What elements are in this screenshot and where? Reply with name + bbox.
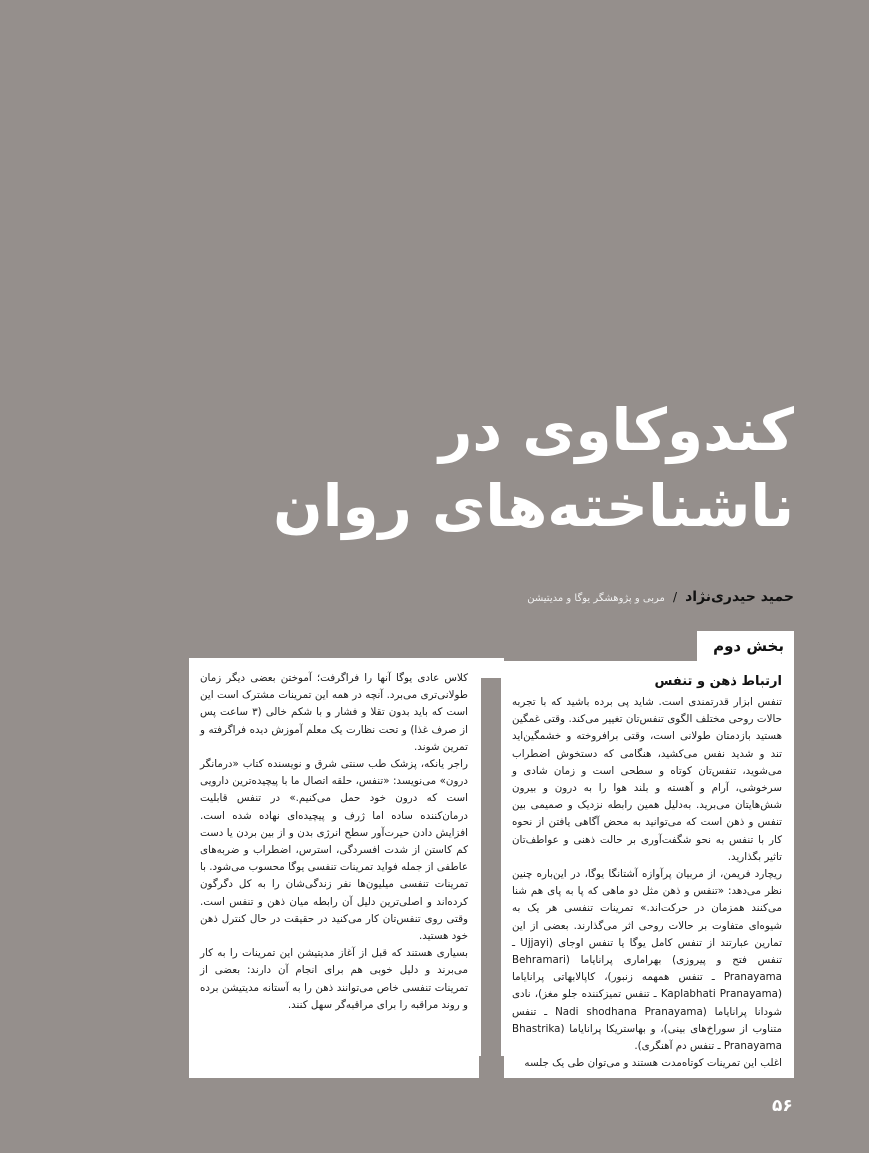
- column-divider-bar: [481, 678, 501, 1056]
- byline: [527, 586, 794, 605]
- article-title-line-2: ناشناخته‌های روان: [273, 472, 794, 540]
- left-column: [200, 670, 468, 1014]
- article-title-line-1: کندوکاوی در: [438, 396, 794, 464]
- byline-separator: /: [672, 590, 678, 604]
- paragraph: راجر یانکه، پزشک طب سنتی شرق و نویسنده کتاب «درمانگر درون» می‌نویسد: «تنفس، حلقه اتصال ما با پیچیده‌ترین دارویی است که درون خود حمل می‌کنیم.» در تنفس قابلیت درمان‌کننده ساده اما ژرف و پیچیده‌ای نهاده شده است. افزایش دادن حیرت‌آور سطح انرژی بدن و از بین بردن یا دست کم کاستن از شدت افسردگی، استرس، اضطراب و ضربه‌های عاطفی از جمله فواید تمرینات تنفسی یوگا محسوب می‌شود. با تمرینات تنفسی میلیون‌ها نفر زندگی‌شان را به کل دگرگون کرده‌اند و اصلی‌ترین دلیل آن رابطه میان ذهن و تنفس است. وقتی روی تنفس‌تان کار می‌کنید در حقیقت در حال کنترل ذهن خود هستید.: [200, 758, 468, 943]
- paragraph: کلاس عادی یوگا آنها را فراگرفت؛ آموختن بعضی دیگر زمان طولانی‌تری می‌برد. آنچه در همه این تمرینات مشترک است این است که باید بدون تقلا و فشار و با شکم خالی (۳ ساعت پس از صرف غذا) و تحت نظارت یک معلم آموزش دیده فراگرفته و تمرین شوند.: [200, 672, 468, 753]
- author-name: حمید حیدری‌نژاد: [685, 589, 794, 605]
- author-role: مربی و پژوهشگر یوگا و مدیتیشن: [527, 593, 665, 604]
- right-column: [512, 694, 782, 1072]
- article-title: [234, 392, 794, 544]
- page-number: ۵۶: [772, 1096, 793, 1116]
- paragraph: اغلب این تمرینات کوتاه‌مدت هستند و می‌توان طی یک جلسه: [524, 1057, 782, 1070]
- section-label: بخش دوم: [697, 631, 794, 661]
- column-divider-gap: [479, 1056, 504, 1078]
- paragraph: تنفس ابزار قدرتمندی است. شاید پی برده باشید که با تجربه حالات روحی مختلف الگوی تنفس‌تان تغییر می‌کند. وقتی غمگین هستید بازدمتان طولانی است، وقتی برافروخته و خشمگین‌اید تند و شدید نفس می‌کشید، هنگامی که دستخوش اضطراب می‌شوید، تنفس‌تان کوتاه و سطحی است و زمان شادی و سرخوشی، آرام و آهسته و بلند هوا را به درون و بیرون شش‌هایتان می‌برید. به‌دلیل همین رابطه نزدیک و صمیمی بین تنفس و ذهن است که می‌توانید به محض آگاهی یافتن از نحوه کار با تنفس به نحو شگفت‌آوری بر حالت ذهنی و عواطف‌تان تاثیر بگذارید.: [512, 696, 782, 863]
- paragraph: بسیاری هستند که قبل از آغاز مدیتیشن این تمرینات را به کار می‌برند و دلیل خوبی هم برای انجام آن دارند: بعضی از تمرینات تنفسی خاص می‌توانند ذهن را به آستانه مدیتیشن برده و روند مراقبه را برای مراقبه‌گر سهل کنند.: [200, 947, 468, 1011]
- paragraph: ریچارد فریمن، از مربیان پرآوازه آشتانگا یوگا، در این‌باره چنین نظر می‌دهد: «تنفس و ذهن مثل دو ماهی که پا به پای هم شنا می‌کنند همزمان در حرکت‌اند.» تمرینات تنفسی هر یک به شیوه‌ای متفاوت بر حالات روحی اثر می‌گذارند. بعضی از این تمارین عبارتند از تنفس کامل یوگا یا تنفس اوجای (Ujjayi ـ تنفس فتح و پیروزی) بهراماری پرانایاما (Behramari Pranayama ـ تنفس همهمه زنبور)، کاپالابهاتی پرانایاما (Kaplabhati Pranayama ـ تنفس تمیزکننده جلو مغز)، نادی شودانا پرانایاما (Nadi shodhana Pranayama ـ تنفس متناوب از سوراخ‌های بینی)، و بهاستریکا پرانایاما (Bhastrika Pranayama ـ تنفس دم آهنگری).: [512, 868, 783, 1053]
- section-subheading: ارتباط ذهن و تنفس: [654, 674, 782, 689]
